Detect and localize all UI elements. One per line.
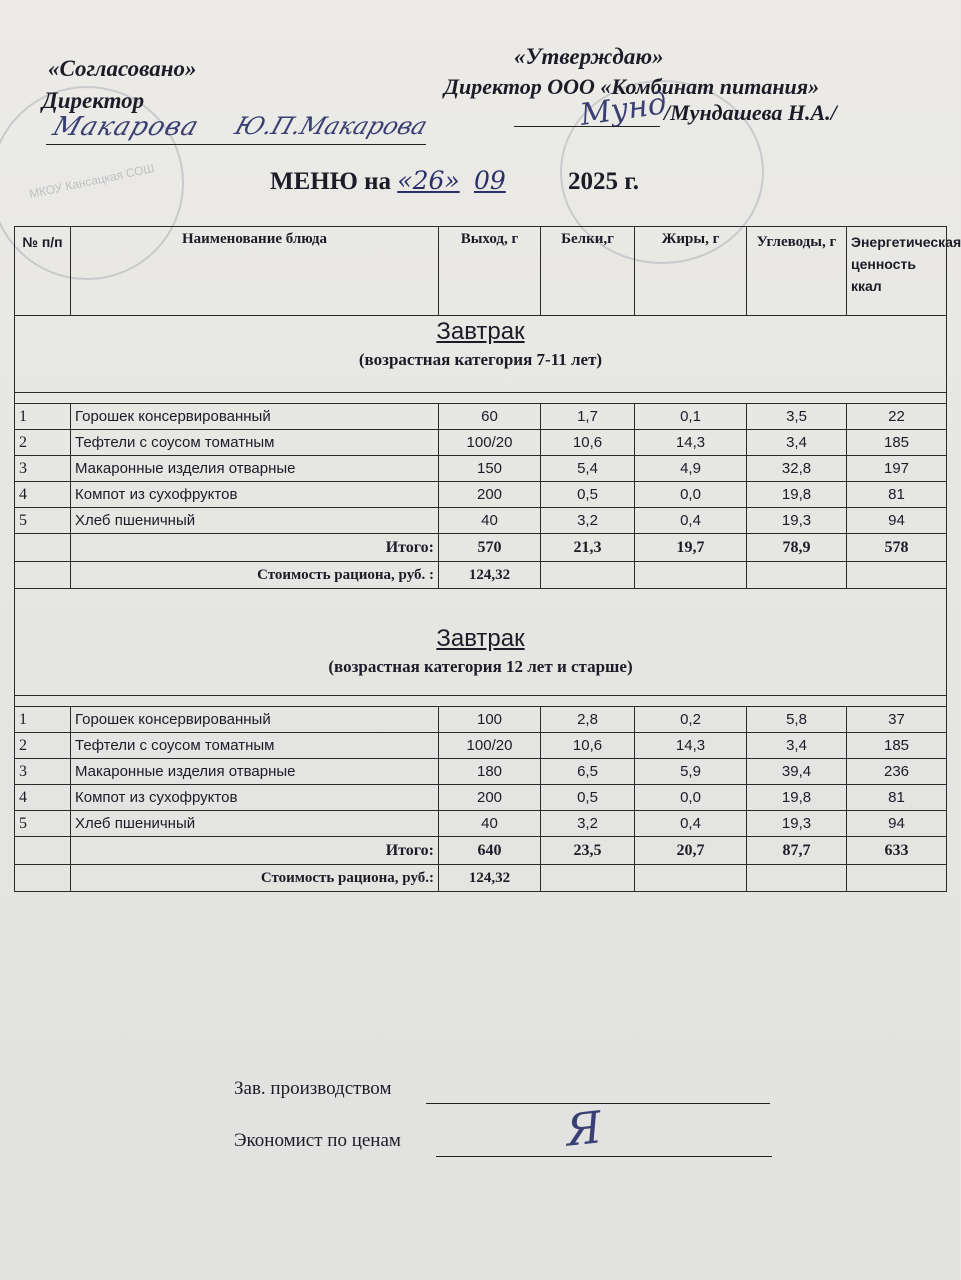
agreed-title: «Согласовано» [48, 56, 197, 81]
section-spacer [15, 696, 947, 707]
cell-fat: 0,1 [635, 404, 747, 430]
cell-n: 4 [15, 482, 71, 508]
cell-kcal: 94 [847, 811, 947, 837]
cell-kcal: 185 [847, 733, 947, 759]
cell-kcal: 236 [847, 759, 947, 785]
cell-carb: 19,8 [747, 785, 847, 811]
section-header [15, 316, 947, 393]
production-head-label: Зав. производством [234, 1078, 392, 1099]
total-kcal: 633 [847, 837, 947, 865]
section-title: Завтрак [436, 318, 525, 345]
cell-name: Макаронные изделия отварные [71, 759, 439, 785]
cell-fat: 0,4 [635, 508, 747, 534]
agreed-signature-name: Ю.П.Макарова [231, 112, 432, 140]
cell-carb: 19,3 [747, 811, 847, 837]
cost-empty-cell [15, 865, 71, 892]
table-body [15, 316, 947, 892]
economist-signature-line [436, 1156, 772, 1157]
cell-n: 4 [15, 785, 71, 811]
menu-month: 09 [473, 166, 506, 195]
cell-n: 2 [15, 733, 71, 759]
cell-prot: 3,2 [541, 508, 635, 534]
section-subtitle: (возрастная категория 12 лет и старше) [328, 657, 633, 676]
cell-fat: 0,4 [635, 811, 747, 837]
cost-row [15, 865, 947, 892]
economist-signature: Я [563, 1102, 605, 1157]
cell-name: Горошек консервированный [71, 707, 439, 733]
total-label: Итого: [71, 837, 439, 865]
approve-role: Директор ООО «Комбинат питания» [444, 74, 820, 99]
section-spacer-row [15, 696, 947, 707]
approve-signature-line [514, 126, 660, 127]
cell-carb: 3,4 [747, 733, 847, 759]
cell-name: Хлеб пшеничный [71, 508, 439, 534]
section-spacer-row [15, 393, 947, 404]
cell-kcal: 197 [847, 456, 947, 482]
cell-name: Компот из сухофруктов [71, 785, 439, 811]
cell-kcal: 185 [847, 430, 947, 456]
total-prot: 23,5 [541, 837, 635, 865]
cell-n: 3 [15, 759, 71, 785]
approve-name: /Мундашева Н.А./ [664, 100, 837, 125]
table-row [15, 759, 947, 785]
total-fat: 20,7 [635, 837, 747, 865]
cost-label: Стоимость рациона, руб. : [71, 562, 439, 589]
cost-empty-cell [847, 562, 947, 589]
cell-carb: 19,3 [747, 508, 847, 534]
cell-n: 3 [15, 456, 71, 482]
total-row [15, 534, 947, 562]
cell-n: 2 [15, 430, 71, 456]
cell-out: 100/20 [439, 733, 541, 759]
col-header-carbs: Углеводы, г [747, 227, 847, 316]
section-header-row [15, 316, 947, 393]
total-label: Итого: [71, 534, 439, 562]
cell-prot: 0,5 [541, 482, 635, 508]
cell-prot: 2,8 [541, 707, 635, 733]
cell-out: 100 [439, 707, 541, 733]
cell-n: 1 [15, 404, 71, 430]
cell-carb: 39,4 [747, 759, 847, 785]
cell-name: Компот из сухофруктов [71, 482, 439, 508]
col-header-number: № п/п [15, 227, 71, 316]
approve-title: «Утверждаю» [514, 44, 664, 69]
total-out: 640 [439, 837, 541, 865]
cell-fat: 5,9 [635, 759, 747, 785]
cell-prot: 3,2 [541, 811, 635, 837]
cell-out: 150 [439, 456, 541, 482]
cell-prot: 10,6 [541, 430, 635, 456]
cell-n: 1 [15, 707, 71, 733]
cell-out: 200 [439, 482, 541, 508]
menu-year: 2025 г. [568, 168, 640, 195]
menu-day: «26» [397, 166, 460, 195]
col-header-protein: Белки,г [541, 227, 635, 316]
cell-carb: 32,8 [747, 456, 847, 482]
table-row [15, 811, 947, 837]
cell-prot: 1,7 [541, 404, 635, 430]
table-row [15, 404, 947, 430]
cell-prot: 10,6 [541, 733, 635, 759]
section-header-row [15, 589, 947, 696]
cell-out: 60 [439, 404, 541, 430]
cost-empty-cell [847, 865, 947, 892]
table-row [15, 456, 947, 482]
section-header [15, 589, 947, 696]
agreed-signature-line [46, 144, 426, 145]
cost-empty-cell [747, 562, 847, 589]
col-header-energy: Энергетическая ценность ккал [847, 227, 947, 316]
cell-fat: 4,9 [635, 456, 747, 482]
section-spacer [15, 393, 947, 404]
cost-label: Стоимость рациона, руб.: [71, 865, 439, 892]
table-row [15, 508, 947, 534]
cell-kcal: 81 [847, 785, 947, 811]
total-fat: 19,7 [635, 534, 747, 562]
menu-title [270, 166, 639, 196]
table-row [15, 707, 947, 733]
cell-carb: 3,5 [747, 404, 847, 430]
cost-empty-cell [747, 865, 847, 892]
total-row [15, 837, 947, 865]
col-header-output: Выход, г [439, 227, 541, 316]
stamp-left-text: МКОУ Кансацкая СОШ [27, 160, 156, 202]
cell-fat: 0,0 [635, 785, 747, 811]
cell-name: Хлеб пшеничный [71, 811, 439, 837]
total-empty-cell [15, 837, 71, 865]
cell-out: 100/20 [439, 430, 541, 456]
cell-kcal: 94 [847, 508, 947, 534]
cell-name: Макаронные изделия отварные [71, 456, 439, 482]
menu-table [14, 226, 961, 892]
total-kcal: 578 [847, 534, 947, 562]
col-header-fat: Жиры, г [635, 227, 747, 316]
cell-carb: 5,8 [747, 707, 847, 733]
cell-name: Тефтели с соусом томатным [71, 733, 439, 759]
cost-empty-cell [541, 865, 635, 892]
cell-fat: 0,2 [635, 707, 747, 733]
cell-n: 5 [15, 811, 71, 837]
cost-empty-cell [635, 865, 747, 892]
agreed-role: Директор [42, 88, 145, 113]
cell-out: 200 [439, 785, 541, 811]
economist-label: Экономист по ценам [234, 1130, 401, 1151]
cost-row [15, 562, 947, 589]
menu-prefix: МЕНЮ на [270, 168, 392, 195]
cell-fat: 14,3 [635, 733, 747, 759]
table-row [15, 430, 947, 456]
total-carb: 78,9 [747, 534, 847, 562]
agreed-signature: Макарова [49, 112, 203, 142]
total-prot: 21,3 [541, 534, 635, 562]
cell-fat: 0,0 [635, 482, 747, 508]
cost-empty-cell [635, 562, 747, 589]
cell-carb: 19,8 [747, 482, 847, 508]
cell-prot: 5,4 [541, 456, 635, 482]
col-header-name: Наименование блюда [71, 227, 439, 316]
section-title: Завтрак [436, 625, 525, 652]
cell-name: Тефтели с соусом томатным [71, 430, 439, 456]
cell-fat: 14,3 [635, 430, 747, 456]
cell-kcal: 22 [847, 404, 947, 430]
cost-empty-cell [541, 562, 635, 589]
cell-out: 40 [439, 508, 541, 534]
cell-name: Горошек консервированный [71, 404, 439, 430]
total-carb: 87,7 [747, 837, 847, 865]
table-row [15, 733, 947, 759]
section-subtitle: (возрастная категория 7-11 лет) [358, 350, 603, 369]
cell-prot: 0,5 [541, 785, 635, 811]
cost-empty-cell [15, 562, 71, 589]
cell-carb: 3,4 [747, 430, 847, 456]
table-header-row [15, 227, 947, 316]
cost-value: 124,32 [439, 865, 541, 892]
approve-signature: Мунд [577, 86, 669, 133]
cell-prot: 6,5 [541, 759, 635, 785]
table-row [15, 785, 947, 811]
total-out: 570 [439, 534, 541, 562]
cost-value: 124,32 [439, 562, 541, 589]
cell-kcal: 37 [847, 707, 947, 733]
cell-n: 5 [15, 508, 71, 534]
cell-out: 40 [439, 811, 541, 837]
cell-kcal: 81 [847, 482, 947, 508]
table-row [15, 482, 947, 508]
cell-out: 180 [439, 759, 541, 785]
total-empty-cell [15, 534, 71, 562]
